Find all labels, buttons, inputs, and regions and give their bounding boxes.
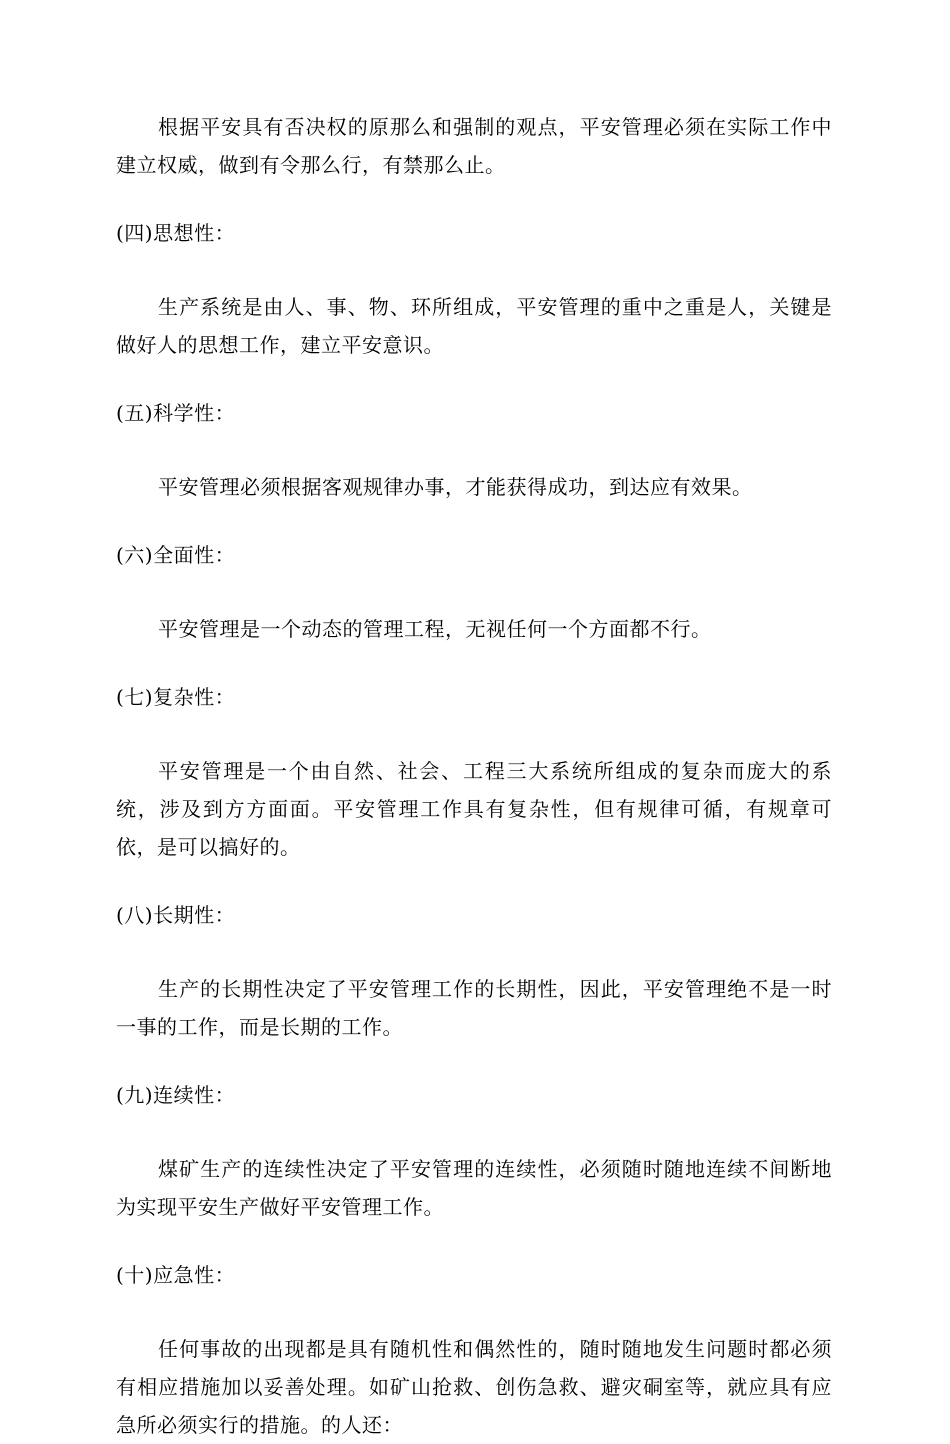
paragraph-comprehensive: 平安管理是一个动态的管理工程，无视任何一个方面都不行。 bbox=[158, 617, 712, 641]
heading-thought: (四)思想性： bbox=[116, 221, 236, 245]
paragraph-thought: 生产系统是由人、事、物、环所组成，平安管理的重中之重是人，关键是做好人的思想工作，建立平安意识。 bbox=[116, 295, 832, 357]
paragraph-scientific: 平安管理必须根据客观规律办事，才能获得成功，到达应有效果。 bbox=[158, 475, 753, 499]
document-body bbox=[116, 108, 832, 1444]
paragraph-authority: 根据平安具有否决权的原那么和强制的观点，平安管理必须在实际工作中建立权威，做到有令那么行，有禁那么止。 bbox=[116, 115, 832, 177]
heading-complexity: (七)复杂性： bbox=[116, 685, 236, 709]
paragraph-complexity: 平安管理是一个由自然、社会、工程三大系统所组成的复杂而庞大的系统，涉及到方方面面。平安管理工作具有复杂性，但有规律可循，有规章可依，是可以搞好的。 bbox=[116, 759, 832, 859]
heading-emergency: (十)应急性： bbox=[116, 1263, 236, 1287]
paragraph-emergency: 任何事故的出现都是具有随机性和偶然性的，随时随地发生问题时都必须有相应措施加以妥善处理。如矿山抢救、创伤急救、避灾硐室等，就应具有应急所必须实行的措施。的人还： bbox=[116, 1337, 832, 1437]
heading-continuity: (九)连续性： bbox=[116, 1083, 236, 1107]
heading-scientific: (五)科学性： bbox=[116, 401, 236, 425]
paragraph-long-term: 生产的长期性决定了平安管理工作的长期性，因此，平安管理绝不是一时一事的工作，而是长期的工作。 bbox=[116, 977, 832, 1039]
paragraph-continuity: 煤矿生产的连续性决定了平安管理的连续性，必须随时随地连续不间断地为实现平安生产做好平安管理工作。 bbox=[116, 1157, 832, 1219]
heading-long-term: (八)长期性： bbox=[116, 903, 236, 927]
heading-comprehensive: (六)全面性： bbox=[116, 543, 236, 567]
